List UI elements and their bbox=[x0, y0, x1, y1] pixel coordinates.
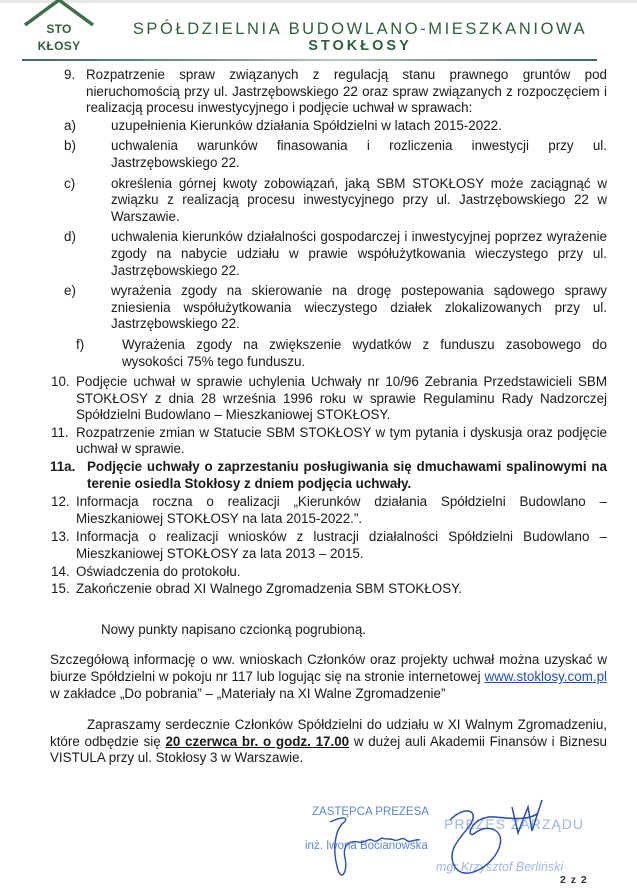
agenda-item-11 bbox=[51, 425, 607, 458]
subitem-d bbox=[64, 229, 607, 279]
logo bbox=[18, 0, 100, 56]
document-body bbox=[50, 67, 608, 767]
item-number: 9. bbox=[64, 67, 76, 82]
item-number: 12. bbox=[51, 494, 70, 510]
subitem-text: uzupełnienia Kierunków działania Spółdzielni w latach 2015-2022. bbox=[111, 117, 502, 133]
subitem-letter: d) bbox=[64, 229, 76, 245]
item-number: 15. bbox=[51, 581, 70, 597]
agenda-item-13 bbox=[51, 529, 607, 562]
subitem-e bbox=[64, 283, 607, 333]
item-text: Zakończenie obrad XI Walnego Zgromadzenia SBM STOKŁOSY. bbox=[76, 581, 463, 597]
agenda-item-9 bbox=[64, 67, 607, 117]
subitem-letter: b) bbox=[64, 138, 76, 154]
item-number: 14. bbox=[51, 563, 70, 579]
agenda-item-12 bbox=[51, 494, 607, 527]
deputy-title-stamp: ZASTĘPCA PREZESA bbox=[312, 806, 429, 818]
invite-text-tail: w dużej auli Akademii Finansów i Biznesu VISTULA przy ul. Stokłosy 3 w Warszawie. bbox=[50, 733, 608, 766]
org-name: STOKŁOSY bbox=[308, 38, 412, 54]
logo-line2: KŁOSY bbox=[37, 39, 81, 53]
logo-line1: STO bbox=[46, 22, 72, 36]
subitem-letter: f) bbox=[76, 336, 85, 352]
bold-note: Nowy punkty napisano czcionką pogrubioną. bbox=[101, 621, 367, 637]
org-title: SPÓŁDZIELNIA BUDOWLANO-MIESZKANIOWA bbox=[132, 20, 588, 38]
info-text-tail: w zakładce „Do pobrania” – „Materiały na XI Walne Zgromadzenie” bbox=[50, 685, 446, 701]
president-name-stamp: mgr Krzysztof Berliński bbox=[436, 860, 564, 874]
subitem-text: wyrażenia zgody na skierowanie na drogę postepowania sądowego sprawy zniesienia współużytkowania wieczystego działek zlokalizowanych przy ul. Jastrzębowskiego 22. bbox=[111, 283, 607, 332]
website-link[interactable]: www.stoklosy.com.pl bbox=[484, 669, 607, 684]
item-text: Oświadczenia do protokołu. bbox=[76, 563, 241, 579]
item-number: 11. bbox=[51, 424, 69, 440]
agenda-item-15 bbox=[51, 581, 607, 598]
invitation-paragraph bbox=[50, 717, 607, 767]
info-text: Szczegółową informację o ww. wnioskach Członków oraz projekty uchwał można uzyskać w biurze Spółdzielni w pokoju nr 117 lub logując się na stronie internetowej bbox=[50, 652, 607, 684]
subitem-letter: e) bbox=[64, 283, 76, 299]
subitem-text: uchwalenia kierunków działalności gospodarczej i inwestycyjnej poprzez wyrażenie zgody na nabycie udziału w prawie współużytkowania wieczystego przy ul. Jastrzębowskiego 22. bbox=[111, 229, 607, 278]
meeting-date: 20 czerwca br. o godz. 17.00 bbox=[165, 733, 350, 749]
page-number: 2 z 2 bbox=[560, 874, 588, 886]
subitem-c bbox=[64, 176, 607, 226]
subitem-letter: a) bbox=[64, 117, 76, 133]
item-text: Podjęcie uchwały o zaprzestaniu posługiwania się dmuchawami spalinowymi na terenie osiedla Stokłosy z dniem podjęcia uchwały. bbox=[87, 459, 607, 491]
item-text: Podjęcie uchwał w sprawie uchylenia Uchwały nr 10/96 Zebrania Przedstawicieli SBM STOKŁOSY z dnia 28 września 1996 roku w sprawie Regulaminu Rady Nadzorczej Spółdzielni Budowlano – Mieszkaniowej STOKŁOSY. bbox=[76, 374, 607, 423]
agenda-item-14 bbox=[51, 564, 607, 581]
president-signature bbox=[440, 795, 580, 885]
item-number: 11a. bbox=[50, 459, 76, 475]
info-paragraph bbox=[50, 652, 607, 702]
subitem-a bbox=[64, 118, 607, 135]
agenda-item-11a bbox=[50, 459, 607, 492]
invite-text: Zapraszamy serdecznie Członków Spółdzielni do udziału w XI Walnym Zgromadzeniu, które odbędzie się bbox=[50, 717, 607, 749]
item-text: Informacja o realizacji wniosków z lustracji działalności Spółdzielni Budowlano – Mieszkaniowej STOKŁOSY za lata 2013 – 2015. bbox=[76, 529, 607, 562]
subitem-list bbox=[64, 117, 607, 370]
president-title-stamp: PREZES ZARZĄDU bbox=[444, 816, 585, 832]
subitem-b bbox=[64, 138, 607, 171]
item-text: Rozpatrzenie spraw związanych z regulacją stanu prawnego gruntów pod nieruchomością przy ul. Jastrzębowskiego 22 oraz spraw związanych z rozpoczęciem i realizacją procesu inwestycyjnego i podjęcie uchwał w sprawach: bbox=[86, 67, 607, 116]
subitem-text: Wyrażenia zgody na zwiększenie wydatków z funduszu zasobowego do wysokości 75% tego funduszu. bbox=[122, 336, 607, 369]
header-divider bbox=[22, 59, 597, 61]
subitem-text: określenia górnej kwoty zobowiązań, jaką SBM STOKŁOSY może zaciągnąć w związku z realizacją procesu inwestycyjnego przy ul. Jastrzębowskiego 22 w Warszawie. bbox=[111, 175, 607, 224]
subitem-text: uchwalenia warunków finasowania i rozliczenia inwestycji przy ul. Jastrzębowskiego 22. bbox=[111, 138, 607, 170]
item-number: 10. bbox=[51, 374, 70, 390]
subitem-letter: c) bbox=[64, 175, 76, 191]
item-text: Rozpatrzenie zmian w Statucie SBM STOKŁOSY w tym pytania i dyskusja oraz podjęcie uchwał w sprawie. bbox=[76, 424, 607, 457]
subitem-f bbox=[76, 337, 607, 370]
deputy-name-stamp: inż. Iwona Bocianowska bbox=[305, 840, 428, 852]
item-text: Informacja roczna o realizacji „Kierunków działania Spółdzielni Budowlano – Mieszkaniowej STOKŁOSY na lata 2015-2022.”. bbox=[76, 494, 607, 526]
item-number: 13. bbox=[51, 529, 70, 545]
agenda-item-10 bbox=[51, 374, 607, 424]
